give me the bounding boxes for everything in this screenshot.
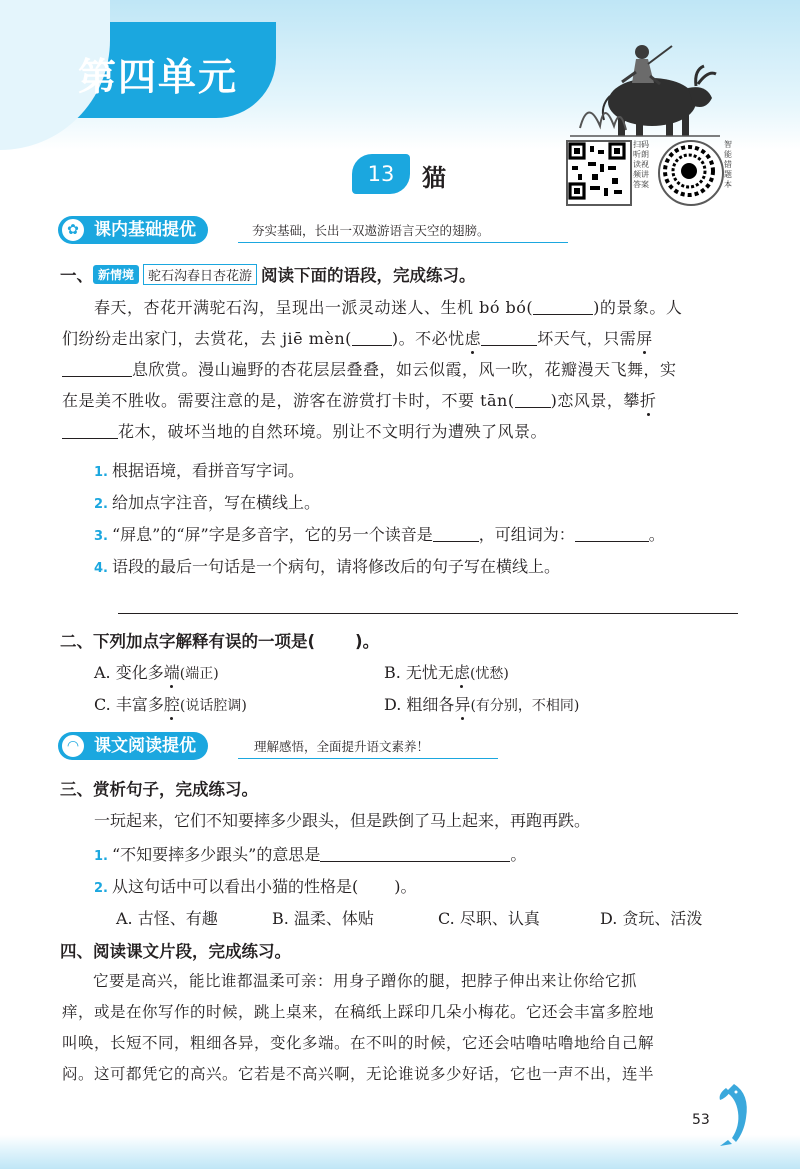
q1-sub-3: 3. “屏息”的“屏”字是多音字，它的另一个读音是 ，可组词为： 。 [94, 525, 665, 544]
q1-passage [62, 292, 742, 447]
lesson-number: 13 [352, 154, 410, 194]
passage-line-3: 叫唤，长短不同，粗细各异，变化多端。在不叫的时候，它还会咕噜咕噜地给自己解 [62, 1034, 655, 1052]
lesson-title: 猫 [422, 163, 446, 192]
qr-code-reading[interactable] [566, 140, 632, 206]
divider [238, 242, 568, 243]
question-prompt: 阅读下面的语段，完成练习。 [261, 266, 476, 285]
q1-sub-2: 2. 给加点字注音，写在横线上。 [94, 493, 320, 512]
q2-option-d[interactable]: D. 粗细各异(有分别，不相同) [384, 695, 580, 714]
question-2-heading: 二、下列加点字解释有误的一项是( )。 [60, 632, 380, 651]
section-tip: 理解感悟，全面提升语文素养！ [254, 739, 430, 754]
q3-sub-1: 1. “不知要摔多少跟头”的意思是 。 [94, 845, 527, 864]
passage-line-4: 闷。这可都凭它的高兴。它若是不高兴啊，无论谁说多少好话，它也一声不出，连半 [62, 1065, 655, 1083]
q4-passage [62, 966, 742, 1090]
passage-line-3: 息欣赏。漫山遍野的杏花层层叠叠，如云似霞，风一吹，花瓣漫天飞舞，实 [62, 354, 742, 385]
context-label: 驼石沟春日杏花游 [143, 264, 257, 285]
dolphin-icon: ◠ [60, 733, 86, 759]
question-number: 二、 [60, 632, 93, 651]
q3-sentence: 一玩起来，它们不知要摔多少跟头，但是跌倒了马上起来，再跑再跌。 [94, 811, 591, 830]
qr-right-caption: 智能错题本 [724, 140, 732, 189]
passage-line-5: 花木，破坏当地的自然环境。别让不文明行为遭殃了风景。 [62, 416, 742, 447]
q2-option-b[interactable]: B. 无忧无虑(忧愁) [384, 663, 509, 682]
unit-title: 第四单元 [78, 55, 239, 99]
seedling-icon: ✿ [60, 217, 86, 243]
page-number: 53 [692, 1112, 710, 1128]
dolphin-mascot-icon [714, 1080, 754, 1150]
q3-option-c[interactable]: C. 尽职、认真 [438, 909, 540, 928]
passage-line-4: 在是美不胜收。需要注意的是，游客在游赏打卡时，不要 tān( )恋风景，攀折 [62, 391, 657, 410]
q3-option-d[interactable]: D. 贪玩、活泼 [600, 909, 703, 928]
footer-band [0, 1135, 800, 1169]
qr-left-caption: 扫码听朗读视频讲答案 [633, 140, 649, 189]
passage-line-2: 们纷纷走出家门，去赏花，去 jiē mèn( )。不必忧虑 坏天气，只需屏 [62, 329, 653, 348]
answer-blank[interactable] [575, 541, 649, 542]
new-context-tag: 新情境 [93, 265, 139, 284]
answer-blank[interactable] [481, 345, 537, 346]
q2-option-a[interactable]: A. 变化多端(端正) [94, 663, 219, 682]
question-prompt: 下列加点字解释有误的一项是( [93, 632, 316, 651]
section-tip: 夯实基础，长出一双遨游语言天空的翅膀。 [252, 223, 490, 238]
qr-pattern-icon [568, 142, 626, 200]
q3-sub-2: 2. 从这句话中可以看出小猫的性格是( )。 [94, 877, 417, 896]
section-title: 课内基础提优 [58, 216, 208, 244]
q1-sub-1: 1. 根据语境，看拼音写字词。 [94, 461, 304, 480]
passage-line-1: 它要是高兴，能比谁都温柔可亲：用身子蹭你的腿，把脖子伸出来让你给它抓 [93, 972, 638, 990]
section-title: 课文阅读提优 [58, 732, 208, 760]
qr-code-wrongbook[interactable] [658, 140, 724, 206]
mini-program-code-icon [660, 142, 718, 200]
divider [238, 758, 498, 759]
passage-line-1: 春天，杏花开满驼石沟，呈现出一派灵动迷人、生机 bó bó( )的景象。人 [94, 298, 683, 317]
answer-line[interactable] [118, 613, 738, 614]
boy-on-buffalo-illustration [570, 32, 720, 140]
q2-option-c[interactable]: C. 丰富多腔(说话腔调) [94, 695, 247, 714]
question-4-heading: 四、阅读课文片段，完成练习。 [60, 942, 291, 961]
question-1-heading [60, 262, 476, 286]
answer-blank[interactable] [433, 541, 479, 542]
answer-blank[interactable] [62, 438, 118, 439]
answer-blank[interactable] [62, 376, 132, 377]
question-number: 一、 [60, 266, 93, 285]
answer-blank[interactable] [320, 861, 510, 862]
q3-option-b[interactable]: B. 温柔、体贴 [272, 909, 374, 928]
q3-option-a[interactable]: A. 古怪、有趣 [116, 909, 218, 928]
passage-line-2: 痒，或是在你写作的时候，跳上桌来，在稿纸上踩印几朵小梅花。它还会丰富多腔地 [62, 1003, 655, 1021]
q1-sub-4: 4. 语段的最后一句话是一个病句，请将修改后的句子写在横线上。 [94, 557, 560, 576]
question-3-heading: 三、赏析句子，完成练习。 [60, 780, 258, 799]
